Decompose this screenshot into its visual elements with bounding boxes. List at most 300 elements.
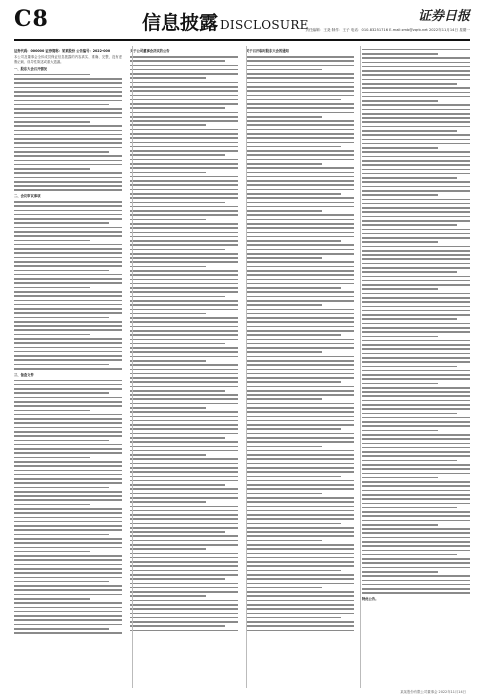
- text-line: [246, 501, 354, 503]
- text-line: [130, 163, 238, 165]
- text-line: [246, 578, 354, 580]
- text-line: [362, 545, 470, 547]
- text-line: [130, 279, 238, 281]
- text-line: [14, 410, 90, 412]
- text-line: [362, 571, 438, 573]
- text-line: [362, 288, 438, 290]
- text-line: [362, 468, 470, 470]
- text-line: [130, 197, 238, 199]
- text-line: [246, 167, 354, 169]
- text-line: [14, 448, 122, 450]
- section-title-en: DISCLOSURE: [220, 18, 309, 32]
- text-line: [246, 283, 354, 285]
- text-line: [130, 591, 238, 593]
- text-line: [246, 330, 354, 332]
- text-line: [14, 487, 109, 489]
- text-line: [246, 553, 354, 555]
- text-line: [14, 632, 122, 634]
- text-line: [130, 309, 238, 311]
- text-line: [14, 325, 122, 327]
- text-line: [246, 180, 354, 182]
- text-line: [246, 176, 354, 178]
- text-line: [130, 159, 238, 161]
- text-line: [130, 142, 238, 144]
- text-line: [246, 484, 354, 486]
- text-line: [14, 87, 122, 89]
- text-line: [246, 420, 354, 422]
- text-line: [362, 584, 470, 586]
- text-line: [14, 185, 122, 187]
- text-line: [14, 401, 122, 403]
- text-line: [130, 544, 238, 546]
- text-line: [246, 377, 354, 379]
- text-line: [246, 270, 354, 272]
- text-line: [246, 300, 354, 302]
- text-line: [14, 278, 122, 280]
- text-line: [246, 219, 354, 221]
- text-line: [130, 291, 238, 293]
- text-line: [14, 444, 122, 446]
- text-line: [362, 121, 470, 123]
- text-line: [14, 74, 90, 76]
- text-line: [246, 261, 354, 263]
- text-line: [14, 555, 122, 557]
- text-line: [14, 168, 90, 170]
- text-line: [130, 621, 238, 623]
- text-line: [130, 518, 238, 520]
- text-line: [130, 540, 238, 542]
- text-line: [246, 454, 354, 456]
- body-text-lines: [130, 56, 238, 631]
- text-line: [246, 535, 354, 537]
- text-line: [14, 205, 122, 207]
- text-line: [14, 465, 122, 467]
- text-line: [246, 613, 354, 615]
- page-number: C8: [14, 6, 49, 32]
- text-line: [246, 441, 354, 443]
- text-line: [246, 313, 354, 315]
- text-line: [14, 82, 122, 84]
- body-text-lines: [362, 49, 470, 594]
- text-line: [130, 287, 238, 289]
- text-line: [246, 428, 341, 430]
- text-line: [14, 598, 90, 600]
- text-line: [246, 309, 354, 311]
- text-line: [246, 133, 354, 135]
- text-line: [362, 318, 457, 320]
- text-line: [130, 407, 206, 409]
- text-line: [130, 339, 238, 341]
- text-line: [14, 308, 122, 310]
- column-1: [14, 46, 122, 688]
- text-line: [14, 427, 122, 429]
- text-line: [246, 540, 322, 542]
- text-line: [362, 280, 470, 282]
- text-line: [14, 164, 122, 166]
- text-line: [130, 321, 238, 323]
- text-line: [246, 223, 354, 225]
- text-line: [362, 391, 470, 393]
- text-line: [14, 295, 122, 297]
- text-line: [246, 214, 354, 216]
- text-line: [130, 69, 238, 71]
- text-line: [362, 400, 470, 402]
- text-line: [130, 95, 238, 97]
- text-line: [246, 274, 354, 276]
- text-line: [130, 527, 238, 529]
- text-line: [362, 151, 470, 153]
- text-line: [14, 611, 122, 613]
- column-divider: [246, 46, 247, 688]
- text-line: [246, 561, 354, 563]
- text-line: [14, 257, 122, 259]
- text-line: [246, 82, 354, 84]
- text-line: [246, 193, 341, 195]
- announcement-heading: 证券代码：000000 证券简称：某某股份 公告编号：2022-000: [14, 49, 111, 53]
- text-line: [14, 461, 122, 463]
- text-line: [246, 351, 322, 353]
- text-line: [130, 381, 238, 383]
- text-line: [246, 407, 354, 409]
- text-line: [362, 532, 470, 534]
- text-line: [130, 86, 238, 88]
- text-line: [246, 364, 354, 366]
- text-line: [362, 370, 470, 372]
- text-line: [130, 330, 238, 332]
- text-line: [14, 151, 109, 153]
- text-line: [130, 77, 206, 79]
- text-line: [130, 403, 238, 405]
- text-line: [246, 227, 354, 229]
- text-line: [246, 65, 354, 67]
- text-line: [130, 82, 238, 84]
- text-line: [130, 184, 238, 186]
- text-line: [14, 504, 90, 506]
- text-line: [14, 287, 90, 289]
- text-line: [246, 150, 354, 152]
- text-line: [362, 336, 438, 338]
- text-line: [362, 284, 470, 286]
- text-line: [246, 574, 354, 576]
- text-line: [130, 377, 238, 379]
- text-line: [14, 121, 90, 123]
- text-line: [362, 62, 470, 64]
- text-line: [246, 527, 354, 529]
- text-line: [130, 416, 238, 418]
- text-line: [246, 142, 354, 144]
- text-line: [130, 501, 206, 503]
- text-line: [130, 347, 238, 349]
- text-line: [130, 270, 238, 272]
- text-line: [14, 248, 122, 250]
- text-line: [130, 249, 225, 251]
- text-line: [246, 287, 341, 289]
- text-line: [246, 184, 354, 186]
- section-title: [142, 8, 309, 35]
- text-line: [130, 446, 238, 448]
- text-line: [362, 550, 470, 552]
- text-line: [246, 565, 354, 567]
- text-line: [362, 147, 438, 149]
- text-line: [362, 395, 470, 397]
- announcement-subheading: 一、股东大会召开情况: [14, 66, 47, 71]
- text-line: [362, 554, 457, 556]
- text-line: [362, 233, 470, 235]
- text-line: [362, 83, 457, 85]
- text-line: [130, 450, 238, 452]
- text-line: [130, 56, 238, 58]
- text-line: [362, 134, 470, 136]
- text-line: [130, 467, 238, 469]
- text-line: [246, 493, 322, 495]
- text-line: [246, 630, 354, 632]
- text-line: [130, 561, 238, 563]
- text-line: [14, 418, 122, 420]
- text-line: [246, 343, 354, 345]
- text-line: [362, 109, 470, 111]
- text-line: [14, 435, 122, 437]
- text-line: [130, 604, 238, 606]
- text-line: [362, 357, 470, 359]
- text-line: [14, 130, 122, 132]
- text-line: [14, 581, 109, 583]
- text-line: [14, 440, 109, 442]
- text-line: [246, 416, 354, 418]
- text-line: [14, 422, 122, 424]
- text-line: [246, 321, 354, 323]
- text-line: [14, 222, 109, 224]
- text-line: [362, 528, 470, 530]
- text-line: [14, 265, 122, 267]
- text-line: [362, 57, 470, 59]
- text-line: [362, 558, 470, 560]
- text-line: [246, 257, 322, 259]
- text-line: [130, 497, 238, 499]
- text-line: [362, 173, 470, 175]
- text-line: [362, 503, 470, 505]
- text-line: [14, 517, 122, 519]
- text-line: [246, 625, 354, 627]
- text-line: [246, 317, 354, 319]
- text-line: [362, 490, 470, 492]
- text-line: [14, 334, 90, 336]
- article-columns: [14, 46, 470, 688]
- text-line: [362, 417, 470, 419]
- text-line: [246, 279, 354, 281]
- text-line: [130, 360, 206, 362]
- text-line: [14, 351, 122, 353]
- text-line: [246, 523, 341, 525]
- text-line: [130, 420, 238, 422]
- text-line: [130, 146, 238, 148]
- text-line: [14, 474, 122, 476]
- text-line: [246, 514, 354, 516]
- newspaper-logo: 证券日报: [417, 9, 470, 24]
- text-line: [130, 458, 238, 460]
- text-line: [246, 463, 354, 465]
- text-line: [362, 366, 457, 368]
- text-line: [362, 404, 470, 406]
- text-line: [246, 86, 354, 88]
- text-line: [362, 537, 470, 539]
- text-line: [246, 120, 354, 122]
- text-line: [14, 100, 122, 102]
- announcement-subheading: 二、会议审议事项: [14, 194, 41, 199]
- text-line: [130, 600, 238, 602]
- text-line: [130, 232, 238, 234]
- text-line: [14, 282, 122, 284]
- announcement-closing: 特此公告。: [362, 597, 379, 601]
- text-line: [362, 92, 470, 94]
- text-line: [14, 589, 122, 591]
- text-line: [14, 300, 122, 302]
- text-line: [14, 227, 122, 229]
- text-line: [246, 334, 341, 336]
- text-line: [14, 512, 122, 514]
- text-line: [362, 104, 470, 106]
- text-line: [130, 369, 238, 371]
- text-line: [362, 186, 470, 188]
- text-line: [246, 548, 354, 550]
- text-line: [14, 568, 122, 570]
- text-line: [130, 488, 238, 490]
- text-line: [14, 602, 122, 604]
- text-line: [362, 588, 470, 590]
- text-line: [130, 116, 238, 118]
- text-line: [130, 428, 238, 430]
- text-line: [362, 494, 470, 496]
- text-line: [246, 99, 341, 101]
- text-line: [14, 218, 122, 220]
- text-line: [246, 398, 322, 400]
- text-line: [14, 240, 90, 242]
- text-line: [246, 172, 354, 174]
- text-line: [14, 321, 122, 323]
- text-line: [130, 390, 225, 392]
- text-line: [130, 548, 206, 550]
- text-line: [246, 450, 354, 452]
- text-line: [14, 392, 109, 394]
- text-line: [130, 441, 238, 443]
- text-line: [14, 624, 122, 626]
- text-line: [362, 258, 470, 260]
- text-line: [362, 507, 457, 509]
- text-line: [14, 478, 122, 480]
- text-line: [362, 515, 470, 517]
- text-line: [246, 600, 354, 602]
- text-line: [246, 291, 354, 293]
- text-line: [130, 493, 238, 495]
- text-line: [246, 154, 354, 156]
- text-line: [362, 53, 438, 55]
- text-line: [246, 471, 354, 473]
- text-line: [14, 338, 122, 340]
- text-line: [130, 373, 238, 375]
- text-line: [130, 510, 238, 512]
- text-line: [362, 567, 470, 569]
- text-line: [362, 511, 470, 513]
- text-line: [130, 476, 238, 478]
- text-line: [130, 172, 206, 174]
- text-line: [246, 373, 354, 375]
- text-line: [130, 167, 238, 169]
- text-line: [130, 535, 238, 537]
- text-line: [130, 274, 238, 276]
- text-line: [14, 244, 122, 246]
- text-line: [246, 296, 354, 298]
- text-line: [246, 587, 322, 589]
- text-line: [246, 424, 354, 426]
- text-line: [246, 189, 354, 191]
- text-line: [246, 249, 354, 251]
- column-4: [362, 46, 470, 688]
- text-line: [14, 594, 122, 596]
- text-line: [130, 386, 238, 388]
- text-line: [130, 176, 238, 178]
- text-line: [14, 547, 122, 549]
- text-line: [130, 150, 238, 152]
- text-line: [14, 231, 122, 233]
- text-line: [362, 79, 470, 81]
- text-line: [362, 348, 470, 350]
- text-line: [246, 146, 341, 148]
- text-line: [362, 340, 470, 342]
- text-line: [362, 100, 438, 102]
- text-line: [362, 237, 470, 239]
- text-line: [246, 476, 341, 478]
- text-line: [246, 90, 354, 92]
- text-line: [130, 120, 238, 122]
- text-line: [130, 189, 238, 191]
- text-line: [362, 113, 470, 115]
- text-line: [362, 143, 470, 145]
- text-line: [362, 203, 470, 205]
- text-line: [362, 271, 457, 273]
- text-line: [362, 455, 470, 457]
- text-line: [362, 430, 438, 432]
- text-line: [362, 344, 470, 346]
- text-line: [246, 621, 354, 623]
- text-line: [246, 326, 354, 328]
- text-line: [130, 154, 225, 156]
- text-line: [246, 604, 354, 606]
- text-line: [130, 129, 238, 131]
- masthead: [0, 0, 484, 40]
- text-line: [14, 125, 122, 127]
- text-line: [246, 437, 354, 439]
- text-line: [14, 214, 122, 216]
- text-line: [130, 112, 238, 114]
- text-line: [362, 413, 457, 415]
- text-line: [362, 126, 470, 128]
- text-line: [130, 244, 238, 246]
- text-line: [246, 403, 354, 405]
- text-line: [130, 206, 238, 208]
- text-line: [362, 130, 457, 132]
- text-line: [130, 531, 225, 533]
- text-line: [130, 630, 238, 632]
- text-line: [130, 317, 238, 319]
- text-line: [130, 356, 238, 358]
- text-line: [14, 525, 122, 527]
- text-line: [14, 181, 122, 183]
- text-line: [246, 339, 354, 341]
- text-line: [362, 220, 470, 222]
- text-line: [246, 531, 354, 533]
- text-line: [14, 261, 122, 263]
- text-line: [130, 326, 238, 328]
- text-line: [362, 477, 438, 479]
